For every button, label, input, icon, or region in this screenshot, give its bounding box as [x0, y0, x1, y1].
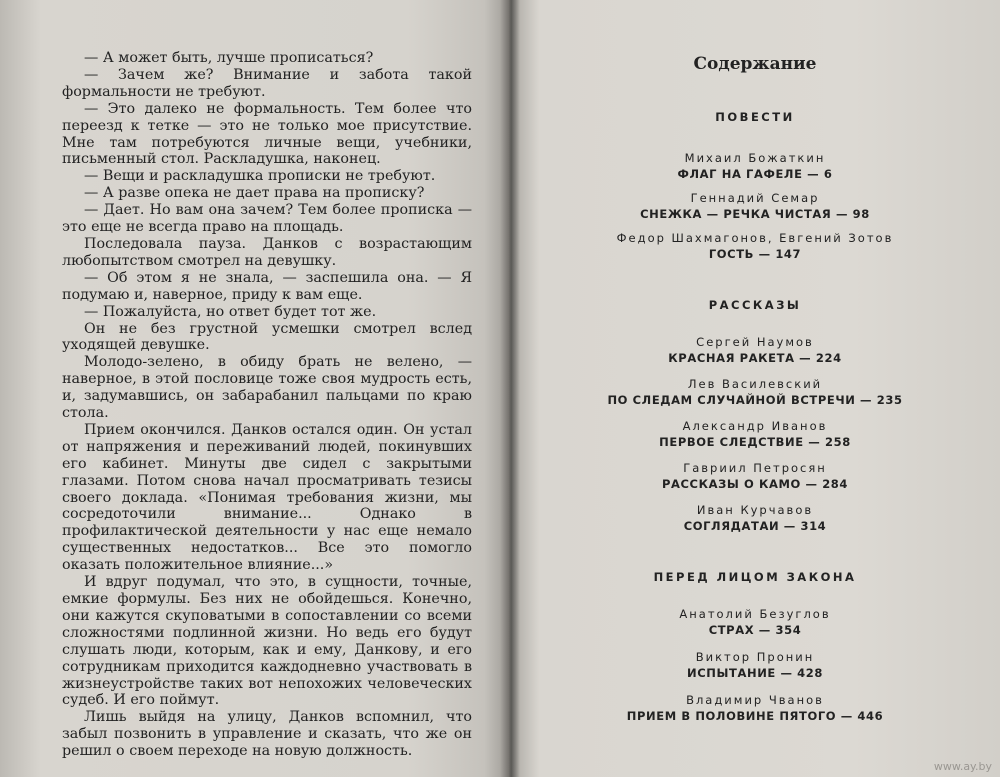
entry-author: Иван Курчавов: [696, 503, 814, 517]
entry-title: СНЕЖКА — РЕЧКА ЧИСТАЯ — 98: [640, 207, 870, 221]
paragraph: — Дает. Но вам она зачем? Тем более прописка — это еще не всегда право на площадь.: [62, 202, 472, 236]
entry-author: Лев Василевский: [687, 377, 823, 391]
toc-entry: [580, 150, 930, 183]
entry-author: Гавриил Петросян: [683, 461, 827, 475]
entry-author: Михаил Божаткин: [684, 151, 826, 165]
entry-title: ФЛАГ НА ГАФЕЛЕ — 6: [677, 167, 833, 181]
section-heading: ПЕРЕД ЛИЦОМ ЗАКОНА: [653, 570, 857, 584]
section-heading: РАССКАЗЫ: [708, 298, 802, 312]
paragraph: — А может быть, лучше прописаться?: [84, 50, 374, 66]
toc-entry: [580, 230, 930, 263]
toc-entry: [580, 376, 930, 409]
toc-entry: [580, 502, 930, 535]
entry-title: ИСПЫТАНИЕ — 428: [687, 666, 823, 680]
paragraph: — Об этом я не знала, — заспешила она. — Я подумаю и, наверное, приду к вам еще.: [62, 269, 472, 303]
entry-author: Федор Шахмагонов, Евгений Зотов: [616, 231, 894, 245]
entry-author: Владимир Чванов: [686, 693, 824, 707]
entry-title: СТРАХ — 354: [708, 623, 802, 637]
right-page: [510, 0, 1000, 777]
paragraph: — А разве опека не дает права на прописку?: [84, 185, 425, 202]
toc-entry: [580, 692, 930, 725]
section-heading: ПОВЕСТИ: [715, 110, 795, 124]
toc-entry: [580, 190, 930, 223]
watermark: www.ay.by: [933, 760, 992, 773]
toc-entry: [580, 334, 930, 367]
paragraph: Молодо-зелено, в обиду брать не велено, — наверное, в этой пословице тоже своя мудрость есть, и, задумавшись, он забарабанил пальцами по краю стола.: [62, 354, 472, 422]
toc-entry: [580, 606, 930, 639]
entry-title: ПО СЛЕДАМ СЛУЧАЙНОЙ ВСТРЕЧИ — 235: [607, 393, 903, 407]
paragraph: Прием окончился. Данков остался один. Он устал от напряжения и переживаний людей, покинувших его кабинет. Минуты две сидел с закрытыми глазами. Потом снова начал просматривать тезисы своего доклада. «Понимая требования жизни, мы сосредоточили внимание... Однако в профилактической деятельности у нас еще немало существенных недостатков... Все это помогло оказать положительное влияние...»: [62, 421, 472, 574]
toc-entry: [580, 460, 930, 493]
entry-author: Анатолий Безуглов: [679, 607, 831, 621]
entry-title: СОГЛЯДАТАИ — 314: [683, 519, 827, 533]
entry-author: Сергей Наумов: [696, 335, 814, 349]
paragraph: — Это далеко не формальность. Тем более что переезд к тетке — это не только мое присутствие. Мне там потребуются личные вещи, учебники, письменный стол. Раскладушка, наконец.: [62, 100, 472, 168]
paragraph: — Вещи и раскладушка прописки не требуют.: [84, 168, 436, 185]
entry-title: ПЕРВОЕ СЛЕДСТВИЕ — 258: [659, 435, 851, 449]
paragraph: И вдруг подумал, что это, в сущности, точные, емкие формулы. Без них не обойдешься. Конечно, они кажутся скуповатыми в сопоставлении со всеми сложностями подлинной жизни. Но ведь его будут слушать люди, которым, как и ему, Данкову, и его сотрудникам приходится каждодневно участвовать в жизнеустройстве таких вот непохожих человеческих судеб. И его поймут.: [62, 574, 472, 709]
toc-entry: [580, 418, 930, 451]
entry-title: РАССКАЗЫ О КАМО — 284: [661, 477, 848, 491]
entry-author: Александр Иванов: [682, 419, 828, 433]
story-text-column: [62, 50, 472, 760]
paragraph: Он не без грустной усмешки смотрел вслед уходящей девушке.: [62, 320, 472, 354]
entry-title: КРАСНАЯ РАКЕТА — 224: [668, 351, 842, 365]
entry-title: ПРИЕМ В ПОЛОВИНЕ ПЯТОГО — 446: [626, 709, 884, 723]
entry-title: ГОСТЬ — 147: [708, 247, 802, 261]
entry-author: Виктор Пронин: [695, 650, 815, 664]
paragraph: — Зачем же? Внимание и забота такой формальности не требуют.: [62, 66, 472, 100]
paragraph: Лишь выйдя на улицу, Данков вспомнил, что забыл позвонить в управление и сказать, что же он решил о своем переходе на новую должность.: [62, 709, 472, 760]
entry-author: Геннадий Семар: [690, 191, 820, 205]
toc-entry: [580, 649, 930, 682]
paragraph: — Пожалуйста, но ответ будет тот же.: [84, 303, 377, 320]
book-gutter-shadow: [500, 0, 520, 777]
paragraph: Последовала пауза. Данков с возрастающим любопытством смотрел на девушку.: [62, 235, 472, 269]
toc-title: Содержание: [693, 54, 817, 74]
